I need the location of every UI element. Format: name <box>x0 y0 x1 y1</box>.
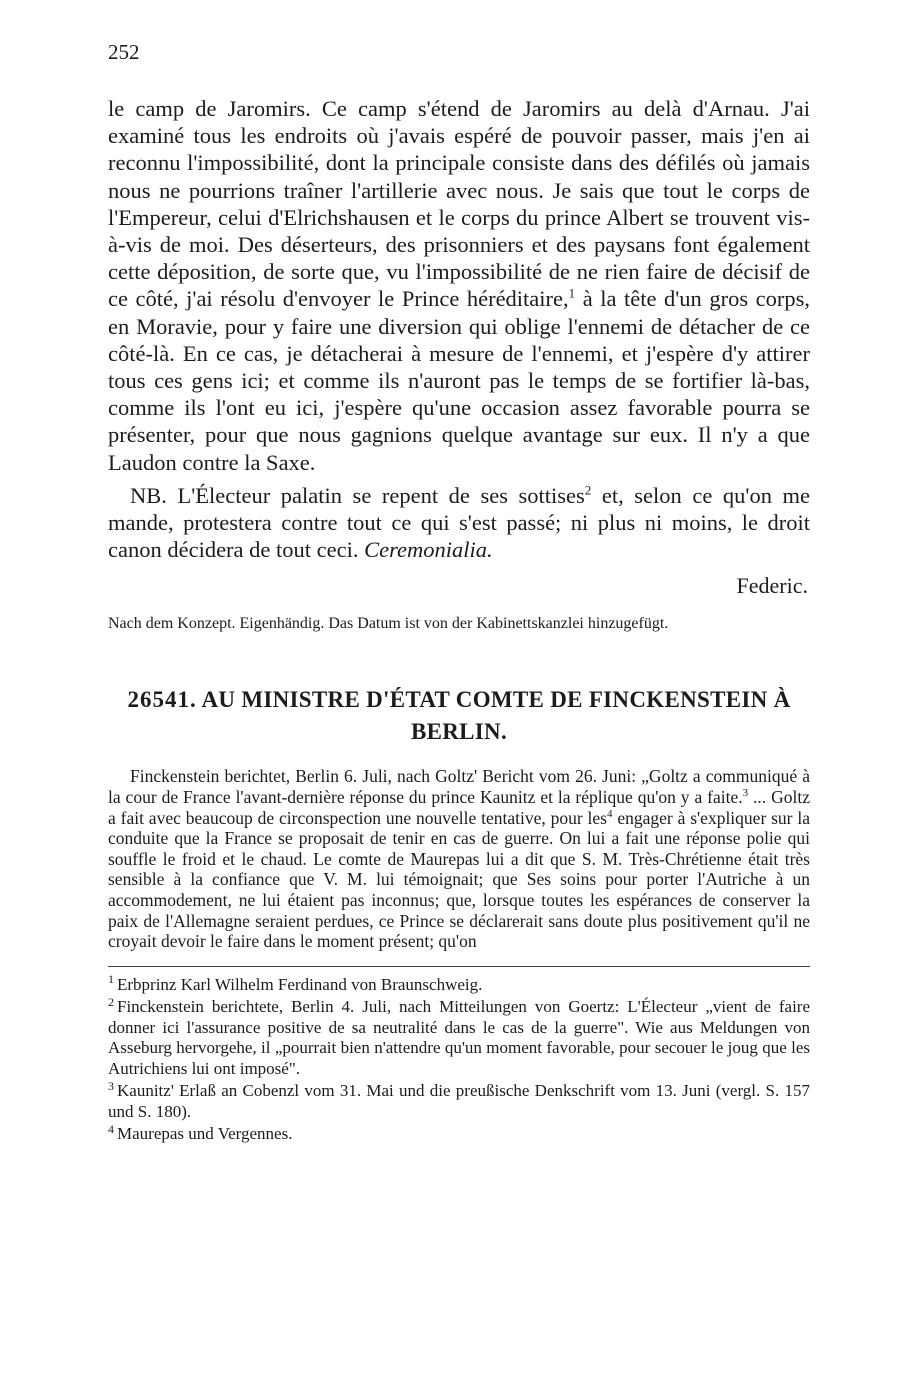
footnote-number: 1 <box>108 972 114 987</box>
footnote-divider <box>108 966 810 967</box>
footnote-text: Erbprinz Karl Wilhelm Ferdinand von Braunschweig. <box>117 974 483 994</box>
page-number: 252 <box>108 40 140 64</box>
footnote-number: 3 <box>108 1078 114 1093</box>
footnote-marker: 4 <box>607 807 613 820</box>
nb-text-part: et, selon ce qu'on me mande, protestera contre tout ce qui s'est passé; ni plus ni moins, le droit canon décidera de tout ceci. <box>108 482 811 563</box>
letter-paragraph <box>108 95 810 476</box>
footnote <box>108 972 810 996</box>
footnote-text: Maurepas und Vergennes. <box>117 1124 293 1144</box>
document-number: 26541. <box>127 687 197 713</box>
summary-text-part: ... Goltz a fait avec beaucoup de circonspection une nouvelle tentative, pour les <box>108 787 810 828</box>
source-note: Nach dem Konzept. Eigenhändig. Das Datum ist von der Kabinettskanzlei hinzugefügt. <box>108 615 669 633</box>
summary-text-part: Finckenstein berichtet, Berlin 6. Juli, nach Goltz' Bericht vom 26. Juni: „Goltz a communiqué à la cour de France l'avant-dernière réponse du prince Kaunitz et la réplique qu'on y a faite. <box>108 766 810 808</box>
footnote-number: 2 <box>108 994 114 1009</box>
footnotes <box>108 972 810 1145</box>
footnote-marker: 3 <box>742 787 749 800</box>
footnote-text: Kaunitz' Erlaß an Cobenzl vom 31. Mai und die preußische Denkschrift vom 13. Juni (vergl. S. 157 und S. 180). <box>108 1081 810 1121</box>
footnote-text: Finckenstein berichtete, Berlin 4. Juli, nach Mitteilungen von Goertz: L'Électeur „vient de faire donner ici l'assurance positive de sa neutralité dans le cas de la guerre". Wie aus Meldungen von Asseburg hervorgehe, il „pourrait bien n'attendre qu'un moment favorable, pour secouer le joug que les Autrichiens lui ont imposé". <box>108 997 810 1078</box>
report-summary <box>108 766 810 951</box>
footnote-number: 4 <box>108 1121 114 1136</box>
footnote <box>108 994 810 1079</box>
summary-text-part: engager à s'expliquer sur la conduite que la France se proposait de tenir en cas de guerre. On lui a fait une réponse polie qui souffle le froid et le chaud. Le comte de Maurepas lui a dit que S. M. Très-Chrétienne était très sensible à la confiance que V. M. lui témoignait; que Ses soins pour porter l'Autriche à un accommodement, ne lui étaient pas inconnus; que, lorsque toutes les espérances de conserver la paix de l'Allemagne seraient perdues, ce Prince se déclarerait sans doute plus positivement qu'il ne croyait devoir le faire dans le moment présent; qu'on <box>108 807 811 952</box>
footnote-marker: 1 <box>568 285 576 301</box>
nb-text-part: NB. L'Électeur palatin se repent de ses sottises <box>130 482 585 508</box>
nb-paragraph <box>108 482 810 564</box>
letter-text-part: à la tête d'un gros corps, en Moravie, pour y faire une diversion qui oblige l'ennemi de détacher de ce côté-là. En ce cas, je détacherai à mesure de l'ennemi, et j'espère d'y attirer tous ces gens ici; et comme ils n'auront pas le temps de se fortifier là-bas, comme ils l'ont eu ici, j'espère qu'une occasion assez favorable pourra se présenter, pour que nous gagnions quelque avantage sur eux. Il n'y a que Laudon contre la Saxe. <box>108 286 810 475</box>
letter-text-part: le camp de Jaromirs. Ce camp s'étend de Jaromirs au delà d'Arnau. J'ai examiné tous les endroits où j'avais espéré de pouvoir passer, mais j'en ai reconnu l'impossibilité, dont la principale consiste dans des défilés où jamais nous ne pourrions traîner l'artillerie avec nous. Je sais que tout le corps de l'Empereur, celui d'Elrichshausen et le corps du prince Albert se trouvent vis-à-vis de moi. Des déserteurs, des prisonniers et des paysans font également cette déposition, de sorte que, vu l'impossibilité de ne rien faire de décisif de ce côté, j'ai résolu d'envoyer le Prince héréditaire, <box>108 96 810 312</box>
signature: Federic. <box>736 573 808 599</box>
footnote <box>108 1121 810 1145</box>
footnote <box>108 1078 810 1122</box>
footnote-marker: 2 <box>584 482 592 498</box>
document-title: AU MINISTRE D'ÉTAT COMTE DE FINCKENSTEIN À BERLIN. <box>201 687 791 745</box>
document-heading <box>108 684 810 748</box>
nb-italic-word: Ceremonialia. <box>364 537 493 563</box>
